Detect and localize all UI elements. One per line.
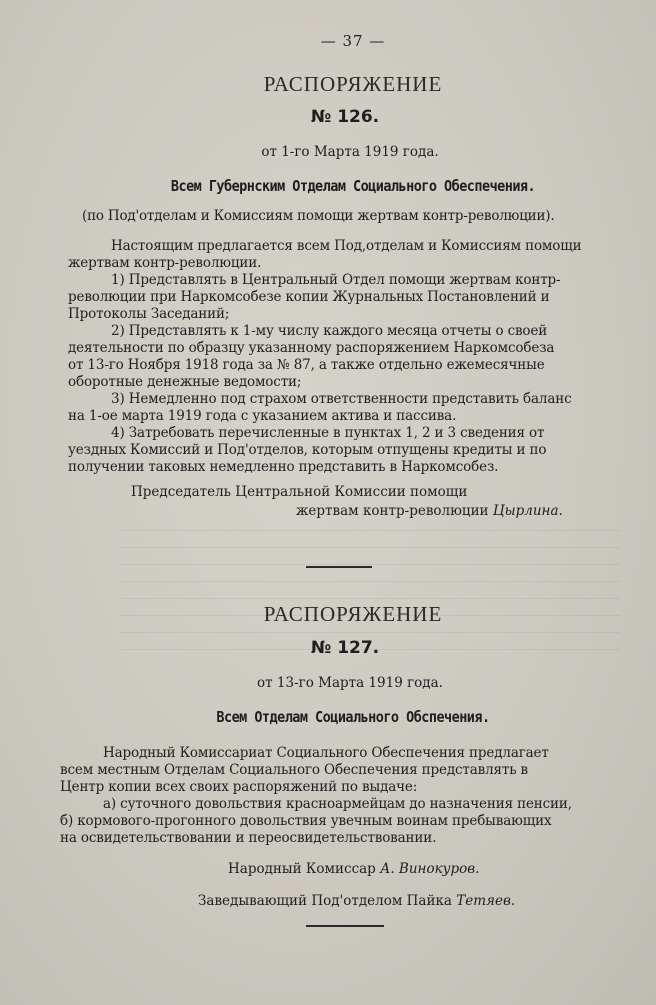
order-126-title: РАСПОРЯЖЕНИЕ [263,72,443,96]
order-127-title: РАСПОРЯЖЕНИЕ [263,602,443,626]
order-126-date: от 1-го Марта 1919 года. [261,144,439,160]
body-line: получении таковых немедленно представить в Наркомсобез. [68,459,499,475]
section-divider-bottom [306,925,384,927]
body-line: всем местным Отделам Социального Обеспечения представлять в [60,762,529,778]
order-127-number: № 127. [310,638,380,658]
body-line: б) кормового-прогонного довольствия увечным воинам пребывающих [60,813,552,829]
body-line: уездных Комиссий и Под'отделов, которым отпущены кредиты и по [68,442,547,458]
order-127-signature-1 [228,861,479,877]
page-number: — 37 — [320,32,386,50]
body-line: оборотные денежные ведомости; [68,374,302,390]
order-126-number: № 126. [310,107,380,127]
body-line: Центр копии всех своих распоряжений по выдаче: [60,779,418,795]
bleed-through-texture [120,520,620,650]
order-126-signature-name: Цырлина. [492,503,563,519]
body-line: Настоящим предлагается всем Под,отделам и Комиссиям помощи [111,238,582,254]
body-line: Народный Комиссариат Социального Обеспечения предлагает [103,745,549,761]
body-line: жертвам контр-революции. [68,255,262,271]
order-126-subheading: (по Под'отделам и Комиссиям помощи жертвам контр-революции). [82,208,555,224]
order-127-heading: Всем Отделам Социального Обспечения. [216,708,490,726]
order-127-signature-2-name: Тетяев. [456,893,516,909]
order-126-heading: Всем Губернским Отделам Социального Обеспечения. [170,177,536,195]
body-line: на 1-ое марта 1919 года с указанием актива и пассива. [68,408,457,424]
body-line: деятельности по образцу указанному распоряжением Наркомсобеза [68,340,555,356]
order-127-signature-2 [198,893,515,909]
body-line: на освидетельствовании и переосвидетельствовании. [60,830,437,846]
order-127-signature-2-title: Заведывающий Под'отделом Пайка [198,893,452,909]
body-line: а) суточного довольствия красноармейцам до назначения пенсии, [103,796,572,812]
section-divider [306,566,372,568]
order-126-signature-title: Председатель Центральной Комиссии помощи [131,484,468,500]
body-line: революции при Наркомсобезе копии Журнальных Постановлений и [68,289,550,305]
order-127-date: от 13-го Марта 1919 года. [257,675,443,691]
body-line: 3) Немедленно под страхом ответственности представить баланс [111,391,572,407]
body-line: 4) Затребовать перечисленные в пунктах 1, 2 и 3 сведения от [111,425,545,441]
body-line: 2) Представлять к 1-му числу каждого месяца отчеты о своей [111,323,548,339]
order-126-signature-line2 [296,503,563,519]
order-126-signature-role: жертвам контр-революции [296,503,489,519]
order-127-signature-1-title: Народный Комиссар [228,861,376,877]
body-line: 1) Представлять в Центральный Отдел помощи жертвам контр- [111,272,561,288]
body-line: Протоколы Заседаний; [68,306,230,322]
order-127-signature-1-name: А. Винокуров. [380,861,480,877]
body-line: от 13-го Ноября 1918 года за № 87, а также отдельно ежемесячные [68,357,545,373]
